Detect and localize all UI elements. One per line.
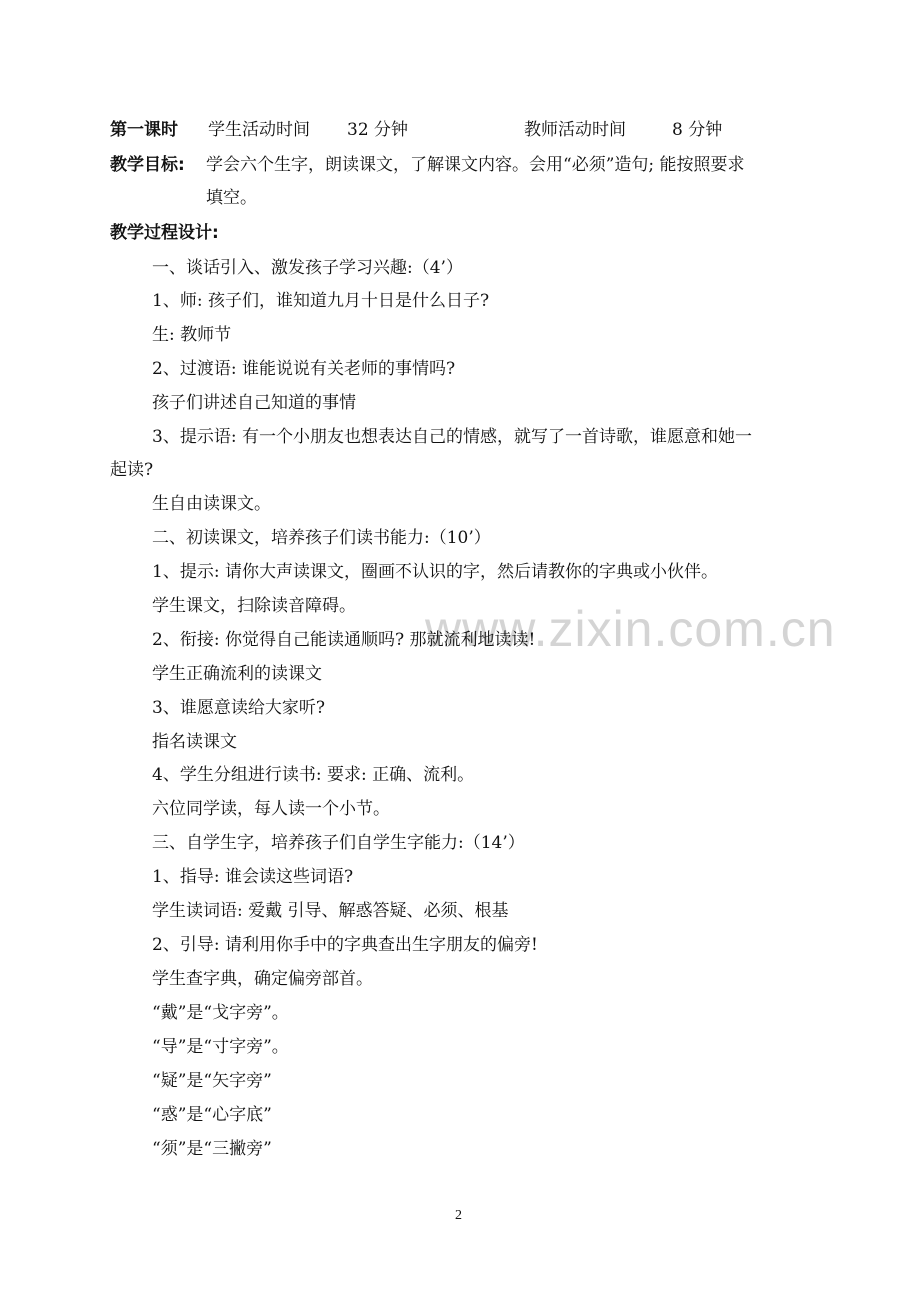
body-line: 2、过渡语: 谁能说说有关老师的事情吗? (152, 359, 456, 379)
body-line: 3、提示语: 有一个小朋友也想表达自己的情感，就写了一首诗歌，谁愿意和她一 (152, 427, 752, 447)
body-line: 学生课文，扫除读音障碍。 (152, 596, 356, 616)
body-line-continued: 起读? (110, 460, 154, 480)
body-line: 生自由读课文。 (152, 494, 271, 514)
section-heading-3: 三、自学生字，培养孩子们自学生字能力:（14’） (152, 833, 525, 853)
body-line: 4、学生分组进行读书: 要求: 正确、流利。 (152, 765, 475, 785)
radical-line: “惑”是“心字底” (152, 1105, 272, 1125)
radical-line: “戴”是“戈字旁”。 (152, 1003, 289, 1023)
teacher-minutes: 8 分钟 (672, 120, 723, 140)
student-minutes: 32 分钟 (347, 120, 409, 140)
radical-line: “须”是“三撇旁” (152, 1139, 272, 1159)
objective-text-continued: 填空。 (206, 188, 257, 208)
objective-label: 教学目标: (110, 155, 185, 175)
body-line: 2、引导: 请利用你手中的字典查出生字朋友的偏旁! (152, 935, 538, 955)
section-heading-2: 二、初读课文，培养孩子们读书能力:（10’） (152, 528, 491, 548)
body-line: 学生读词语: 爱戴 引导、解惑答疑、必须、根基 (152, 901, 509, 921)
body-line: 1、指导: 谁会读这些词语? (152, 867, 354, 887)
body-line: 1、师: 孩子们，谁知道九月十日是什么日子? (152, 291, 490, 311)
student-time-label: 学生活动时间 (208, 120, 310, 140)
process-title: 教学过程设计: (110, 223, 219, 243)
body-line: 指名读课文 (152, 732, 237, 752)
body-line: 孩子们讲述自己知道的事情 (152, 393, 356, 413)
body-line: 1、提示: 请你大声读课文，圈画不认识的字，然后请教你的字典或小伙伴。 (152, 562, 718, 582)
body-line: 学生查字典，确定偏旁部首。 (152, 969, 373, 989)
lesson-label: 第一课时 (110, 120, 178, 140)
body-line: 学生正确流利的读课文 (152, 664, 322, 684)
body-line: 2、衔接: 你觉得自己能读通顺吗? 那就流利地读读! (152, 630, 536, 650)
radical-line: “疑”是“矢字旁” (152, 1071, 272, 1091)
body-line: 六位同学读，每人读一个小节。 (152, 799, 390, 819)
objective-text: 学会六个生字，朗读课文，了解课文内容。会用“必须”造句; 能按照要求 (206, 155, 745, 175)
watermark: www.zixin.com.cn (425, 601, 836, 657)
page-number: 2 (455, 1208, 462, 1223)
teacher-time-label: 教师活动时间 (524, 120, 626, 140)
body-line: 3、谁愿意读给大家听? (152, 698, 325, 718)
radical-line: “导”是“寸字旁”。 (152, 1037, 289, 1057)
body-line: 生: 教师节 (152, 325, 232, 345)
section-heading-1: 一、谈话引入、激发孩子学习兴趣:（4’） (152, 258, 463, 278)
